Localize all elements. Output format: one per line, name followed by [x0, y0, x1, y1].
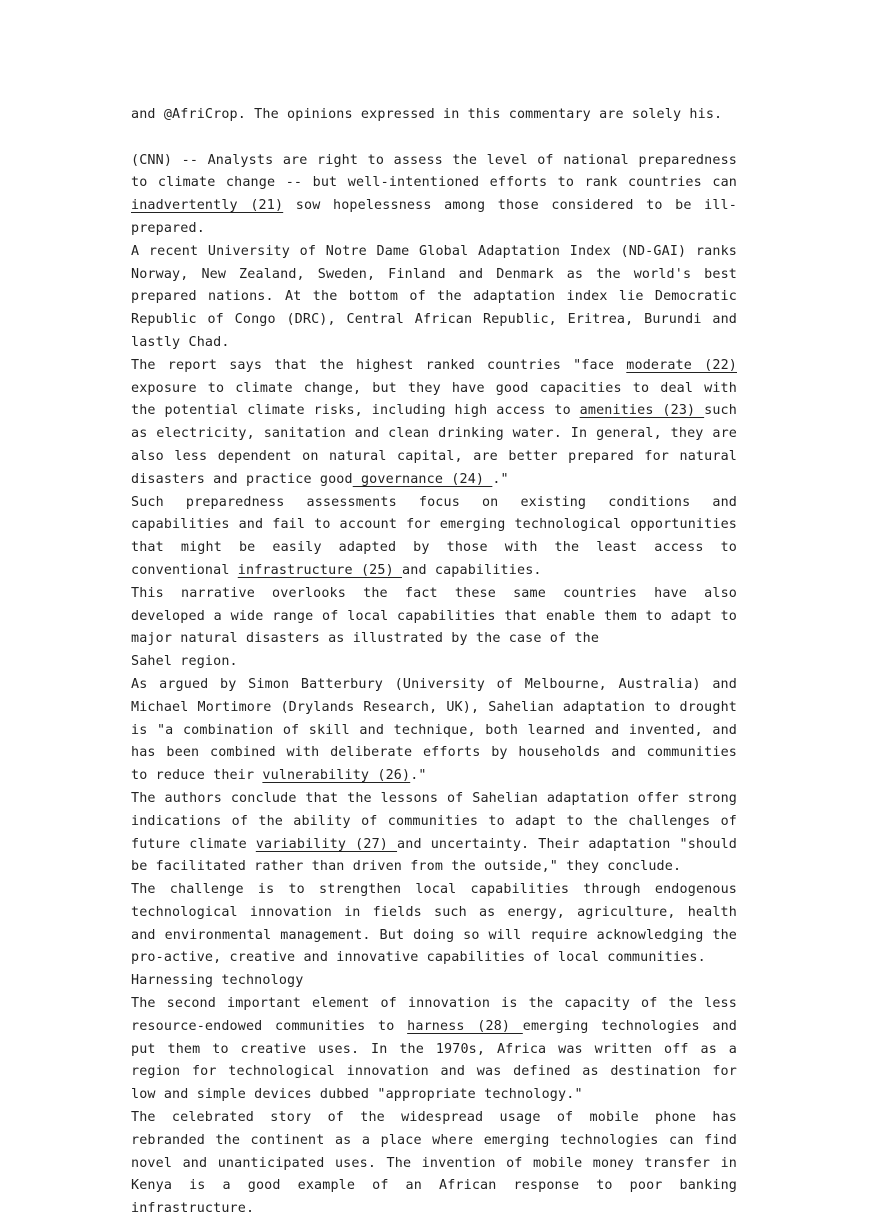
text-run: emerging technologies and put them to creative uses. In the 1970s, Africa was written off as a region for technological innovation and was defined as destination for low and simple devices dubbed "appropriate technology."	[131, 1018, 737, 1103]
byline-tail: and @AfriCrop. The opinions expressed in this commentary are solely his.	[131, 107, 723, 122]
paragraph-batterbury	[131, 674, 737, 788]
blank-23: amenities (23)	[579, 403, 705, 419]
text-run: (CNN) -- Analysts are right to assess the level of national preparedness to climate change -- but well-intentioned efforts to rank countries can	[131, 152, 737, 191]
blank-26: vulnerability (26)	[262, 768, 411, 784]
text-run: This narrative overlooks the fact these same countries have also developed a wide range of local capabilities that enable them to adapt to major natural disasters as illustrated by the case of the	[131, 585, 737, 647]
text-run: The celebrated story of the widespread usage of mobile phone has rebranded the continent as a place where emerging technologies can find novel and unanticipated uses. The invention of mobile money transfer in Kenya is a good example of an African response to poor banking infrastructure.	[131, 1110, 737, 1217]
text-run: ."	[492, 471, 509, 487]
text-run: and uncertainty. Their adaptation "should be facilitated rather than driven from the outside," they conclude.	[131, 836, 737, 875]
paragraph-challenge	[131, 879, 737, 970]
section-heading-harnessing	[131, 970, 737, 993]
text-run: As argued by Simon Batterbury (University of Melbourne, Australia) and Michael Mortimore (Drylands Research, UK), Sahelian adaptation to drought is "a combination of skill and technique, both learned and invented, and has been combined with deliberate efforts by households and communities to reduce their	[131, 676, 737, 784]
paragraph-second-element	[131, 993, 737, 1107]
text-run: sow hopelessness among those considered to be ill-prepared.	[131, 198, 737, 236]
paragraph-index	[131, 241, 737, 355]
blank-24: governance (24)	[352, 471, 493, 487]
paragraph-report	[131, 355, 737, 492]
paragraph-preparedness	[131, 492, 737, 583]
text-run: Such preparedness assessments focus on existing conditions and capabilities and fail to account for emerging technological opportunities that might be easily adapted by those with the least access to conventional	[131, 494, 737, 578]
text-run: ."	[410, 768, 427, 784]
text-run: A recent University of Notre Dame Global Adaptation Index (ND-GAI) ranks Norway, New Zealand, Sweden, Finland and Denmark as the world's best prepared nations. At the bottom of the adaptation index lie Democratic Republic of Congo (DRC), Central African Republic, Eritrea, Burundi and lastly Chad.	[131, 243, 737, 350]
paragraph-authors	[131, 788, 737, 879]
text-run: and capabilities.	[402, 562, 542, 578]
text-run: Sahel region.	[131, 654, 238, 670]
heading-text: Harnessing technology	[131, 973, 304, 989]
text-run: The report says that the highest ranked countries "face	[131, 357, 627, 373]
text-run: exposure to climate change, but they have good capacities to deal with the potential climate risks, including high access to	[131, 380, 737, 419]
text-run: The second important element of innovation is the capacity of the less resource-endowed communities to	[131, 996, 737, 1034]
paragraph-intro	[131, 150, 737, 241]
text-run: The challenge is to strengthen local capabilities through endogenous technological innovation in fields such as energy, agriculture, health and environmental management. But doing so will require acknowledging the pro-active, creative and innovative capabilities of local communities.	[131, 882, 737, 966]
document-body	[131, 104, 737, 1221]
paragraph-mobile-phone	[131, 1107, 737, 1221]
paragraph-narrative	[131, 583, 737, 651]
text-run: The authors conclude that the lessons of Sahelian adaptation offer strong indications of the ability of communities to adapt to the challenges of future climate	[131, 790, 737, 852]
paragraph-gap	[131, 127, 737, 150]
blank-28: harness (28)	[407, 1018, 523, 1034]
blank-21: inadvertently (21)	[131, 198, 284, 214]
blank-25: infrastructure (25)	[237, 562, 403, 578]
text-run: such as electricity, sanitation and clean drinking water. In general, they are also less dependent on natural capital, are better prepared for natural disasters and practice good	[131, 403, 737, 487]
blank-27: variability (27)	[255, 836, 398, 852]
blank-22: moderate (22)	[626, 357, 737, 373]
paragraph-sahel	[131, 651, 737, 674]
